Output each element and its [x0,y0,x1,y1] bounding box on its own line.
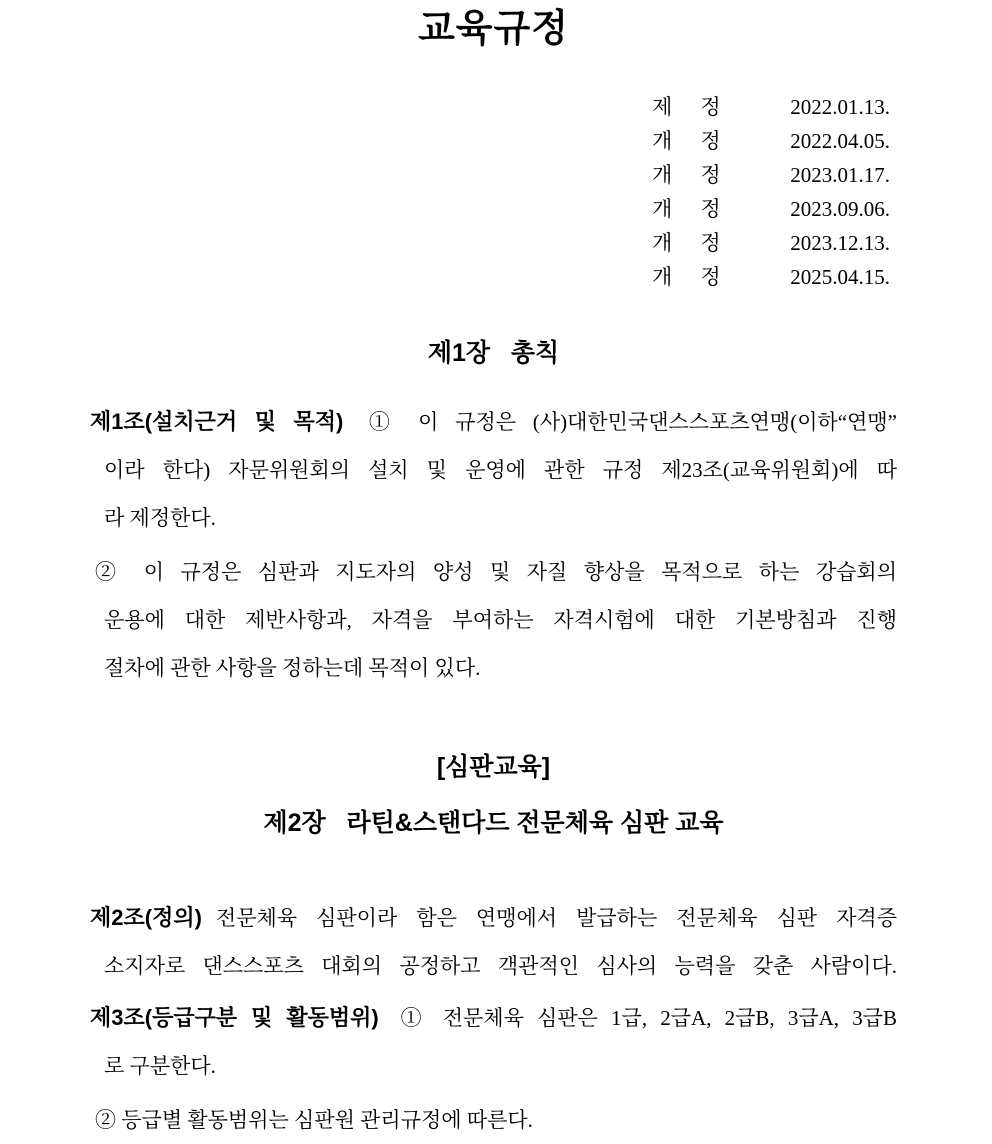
article-1-line: 라 제정한다. [104,506,216,530]
chapter-2-heading: 제2장 라틴&스탠다드 전문체육 심판 교육 [263,809,724,837]
revision-date: 2023.01.17. [790,163,890,187]
revision-row [652,192,890,226]
article-1 [90,398,897,692]
revision-type-char: 개 [652,197,673,221]
revision-type-char: 정 [700,163,721,187]
article-1-clause-2-line: 절차에 관한 사항을 정하는데 목적이 있다. [104,656,481,680]
revision-date: 2025.04.15. [790,265,890,289]
revision-row [652,124,890,158]
revision-type-char: 정 [700,265,721,289]
revision-type-char: 개 [652,231,673,255]
revision-date: 2023.09.06. [790,197,890,221]
revision-type-char: 개 [652,129,673,153]
chapter-1-heading: 제1장 총칙 [427,339,560,367]
revision-type-char: 개 [652,163,673,187]
revision-type-char: 제 [652,95,673,119]
article-2-line: 소지자로 댄스스포츠 대회의 공정하고 객관적인 심사의 능력을 갖춘 사람이다. [104,954,897,978]
article-1-line: 이라 한다) 자문위원회의 설치 및 운영에 관한 규정 제23조(교육위원회)에 따 [104,458,897,482]
revision-type-char: 정 [700,129,721,153]
article-1-line [90,398,897,446]
article-3-line [90,994,897,1042]
article-3-clause-2-line: ② 등급별 활동범위는 심판원 관리규정에 따른다. [95,1108,533,1132]
article-1-text: ① 이 규정은 (사)대한민국댄스스포츠연맹(이하“연맹” [357,410,897,434]
article-3 [90,994,897,1144]
document-title: 교육규정 [418,8,569,50]
revision-date: 2022.01.13. [790,95,890,119]
revision-row [652,158,890,192]
article-3-text: ① 전문체육 심판은 1급, 2급A, 2급B, 3급A, 3급B [392,1006,897,1030]
revision-type-char: 개 [652,265,673,289]
revision-row [652,226,890,260]
article-3-line: 로 구분한다. [104,1054,216,1078]
article-2-text: 전문체육 심판이라 함은 연맹에서 발급하는 전문체육 심판 자격증 [215,906,897,930]
article-1-clause-2-line: 운용에 대한 제반사항과, 자격을 부여하는 자격시험에 대한 기본방침과 진행 [104,608,897,632]
document-page [0,6,992,1134]
article-2 [90,894,897,990]
revision-type-char: 정 [700,197,721,221]
revision-date: 2023.12.13. [790,231,890,255]
revision-row [652,260,890,294]
revision-row [652,90,890,124]
article-1-clause-2-line: ② 이 규정은 심판과 지도자의 양성 및 자질 향상을 목적으로 하는 강습회의 [95,560,897,584]
section-label: [심판교육] [436,753,551,781]
article-2-heading: 제2조(정의) [90,905,202,930]
article-2-line [90,894,897,942]
revision-type-char: 정 [700,231,721,255]
revision-type-char: 정 [700,95,721,119]
revision-date: 2022.04.05. [790,129,890,153]
revision-history [652,90,890,294]
article-3-heading: 제3조(등급구분 및 활동범위) [90,1005,379,1030]
article-1-heading: 제1조(설치근거 및 목적) [90,409,344,434]
